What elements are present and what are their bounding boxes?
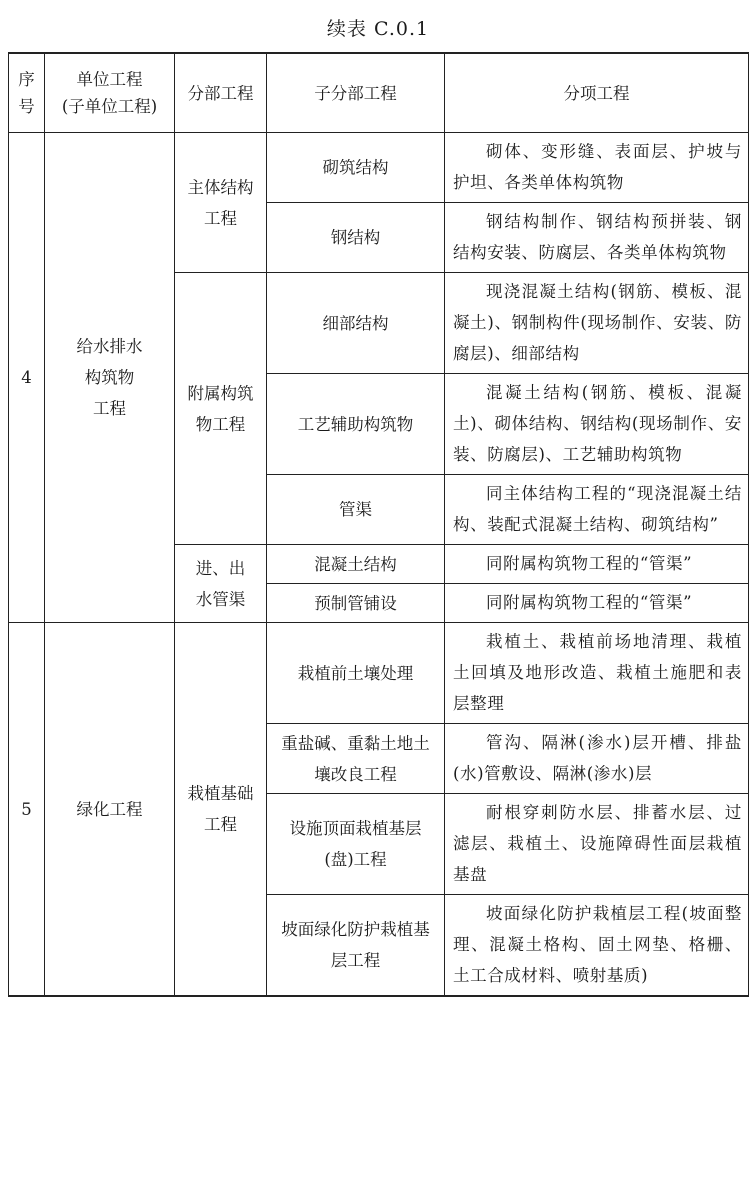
subdivision-cell: 坡面绿化防护栽植基层工程 <box>267 895 445 997</box>
unit-cell: 绿化工程 <box>45 623 175 997</box>
division-cell: 进、出 水管渠 <box>175 545 267 623</box>
items-cell: 现浇混凝土结构(钢筋、模板、混凝土)、钢制构件(现场制作、安装、防腐层)、细部结构 <box>445 273 749 374</box>
subdivision-cell: 砌筑结构 <box>267 133 445 203</box>
header-items: 分项工程 <box>445 53 749 133</box>
subdivision-cell: 栽植前土壤处理 <box>267 623 445 724</box>
division-cell: 栽植基础 工程 <box>175 623 267 997</box>
items-cell: 管沟、隔淋(渗水)层开槽、排盐(水)管敷设、隔淋(渗水)层 <box>445 724 749 794</box>
subdivision-cell: 重盐碱、重黏土地土壤改良工程 <box>267 724 445 794</box>
items-cell: 栽植土、栽植前场地清理、栽植土回填及地形改造、栽植土施肥和表层整理 <box>445 623 749 724</box>
items-cell: 同主体结构工程的“现浇混凝土结构、装配式混凝土结构、砌筑结构” <box>445 475 749 545</box>
subdivision-cell: 工艺辅助构筑物 <box>267 374 445 475</box>
subdivision-cell: 预制管铺设 <box>267 584 445 623</box>
header-row <box>9 53 749 133</box>
items-cell: 同附属构筑物工程的“管渠” <box>445 584 749 623</box>
items-cell: 耐根穿刺防水层、排蓄水层、过滤层、栽植土、设施障碍性面层栽植基盘 <box>445 794 749 895</box>
items-cell: 钢结构制作、钢结构预拼装、钢结构安装、防腐层、各类单体构筑物 <box>445 203 749 273</box>
division-cell: 主体结构 工程 <box>175 133 267 273</box>
division-cell: 附属构筑 物工程 <box>175 273 267 545</box>
seq-cell: 5 <box>9 623 45 997</box>
subdivision-cell: 混凝土结构 <box>267 545 445 584</box>
items-cell: 混凝土结构(钢筋、模板、混凝土)、砌体结构、钢结构(现场制作、安装、防腐层)、工艺辅助构筑物 <box>445 374 749 475</box>
table-row <box>9 623 749 724</box>
items-cell: 坡面绿化防护栽植层工程(坡面整理、混凝土格构、固土网垫、格栅、土工合成材料、喷射基质) <box>445 895 749 997</box>
subdivision-cell: 设施顶面栽植基层(盘)工程 <box>267 794 445 895</box>
subdivision-cell: 细部结构 <box>267 273 445 374</box>
unit-cell: 给水排水 构筑物 工程 <box>45 133 175 623</box>
seq-cell: 4 <box>9 133 45 623</box>
header-division: 分部工程 <box>175 53 267 133</box>
table-caption: 续表 C.0.1 <box>326 18 430 40</box>
header-seq: 序 号 <box>9 53 45 133</box>
subdivision-cell: 管渠 <box>267 475 445 545</box>
items-cell: 砌体、变形缝、表面层、护坡与护坦、各类单体构筑物 <box>445 133 749 203</box>
spec-table <box>8 52 749 997</box>
header-subdivision: 子分部工程 <box>267 53 445 133</box>
header-unit: 单位工程 (子单位工程) <box>45 53 175 133</box>
subdivision-cell: 钢结构 <box>267 203 445 273</box>
table-row <box>9 133 749 203</box>
items-cell: 同附属构筑物工程的“管渠” <box>445 545 749 584</box>
